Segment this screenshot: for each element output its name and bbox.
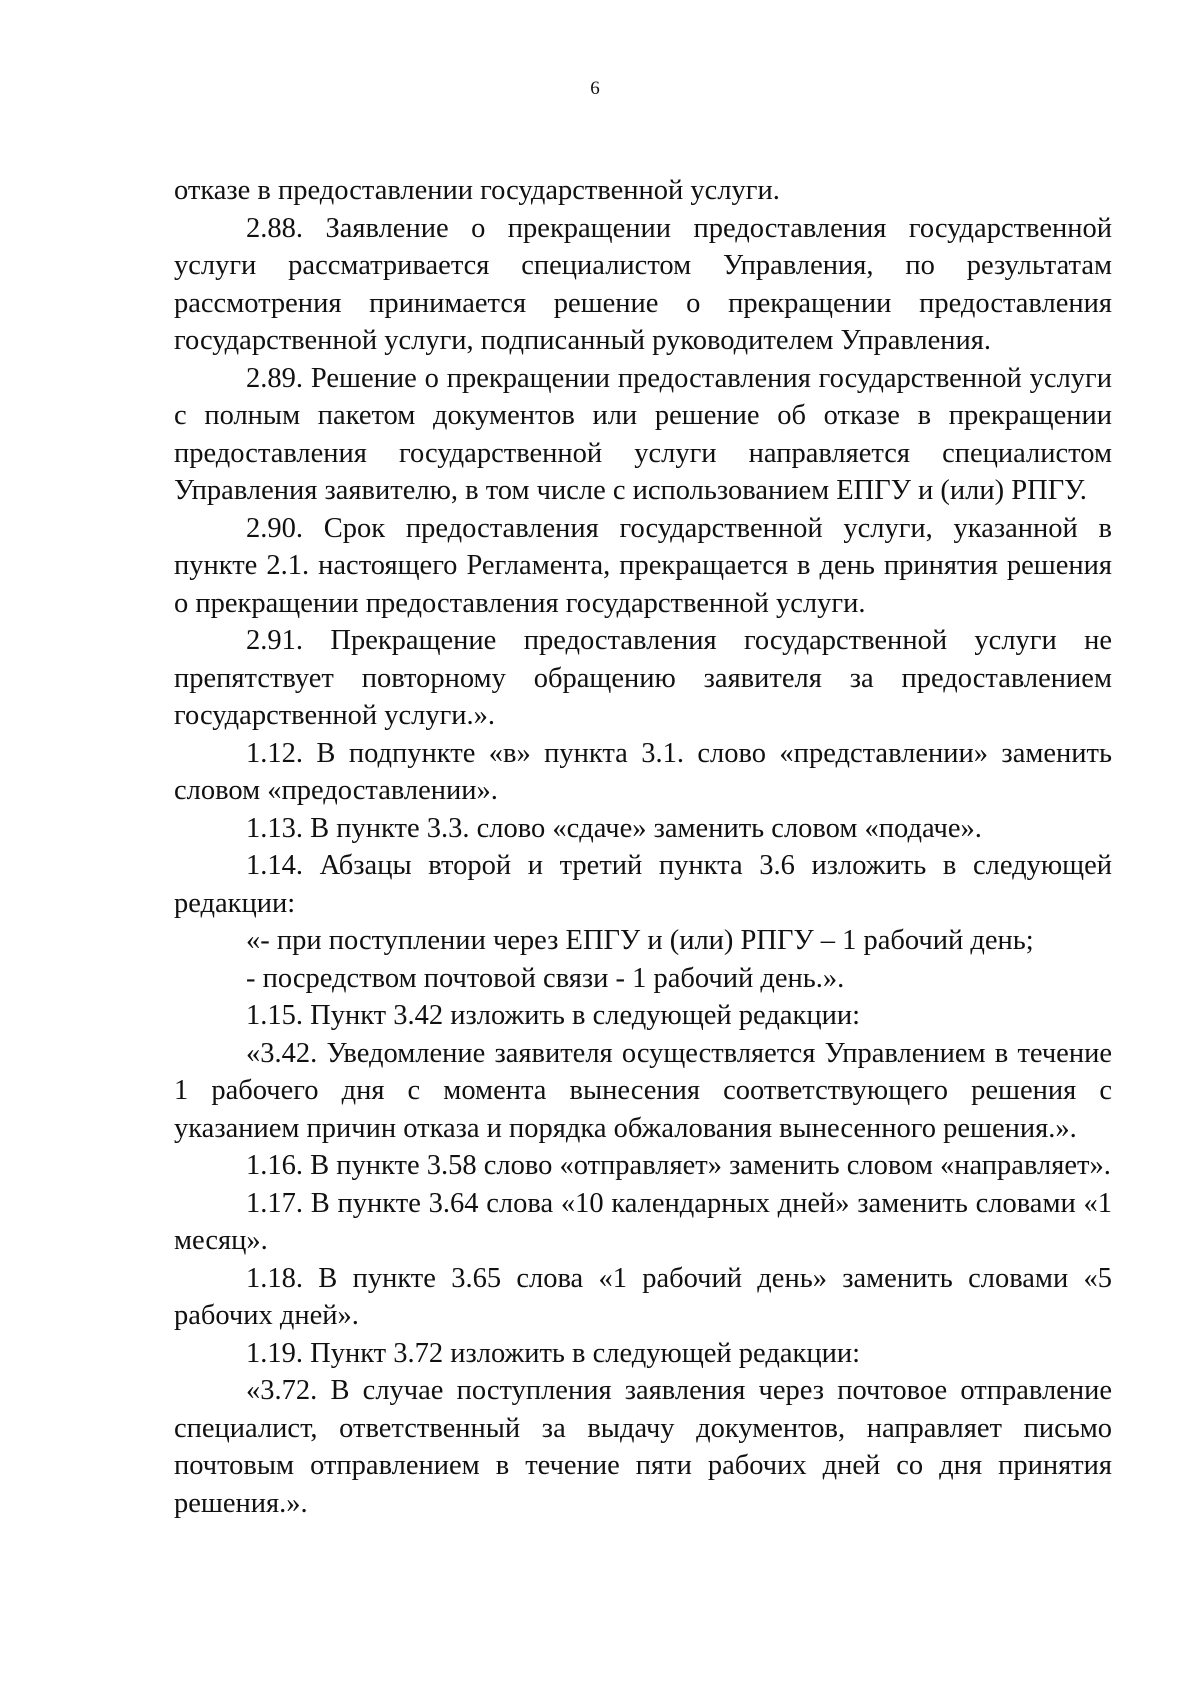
paragraph-1-14-item-1: «- при поступлении через ЕПГУ и (или) РПГУ – 1 рабочий день; <box>246 925 1034 956</box>
paragraph-2-88: 2.88. Заявление о прекращении предоставления государственной услуги рассматривается специалистом Управления, по результатам рассмотрения принимается решение о прекращении предоставления государственной услуги, подписанный руководителем Управления. <box>174 212 1112 356</box>
paragraph-3-72-quote: «3.72. В случае поступления заявления через почтовое отправление специалист, ответственный за выдачу документов, направляет письмо почтовым отправлением в течение пяти рабочих дней со дня принятия решения.». <box>174 1375 1112 1519</box>
paragraph-1-14: 1.14. Абзацы второй и третий пункта 3.6 изложить в следующей редакции: <box>174 850 1112 919</box>
paragraph-1-12: 1.12. В подпункте «в» пункта 3.1. слово «представлении» заменить словом «предоставлении». <box>174 737 1112 806</box>
page-number: 6 <box>590 78 600 99</box>
paragraph-1-14-item-2: - посредством почтовой связи - 1 рабочий день.». <box>246 962 845 994</box>
paragraph-2-90: 2.90. Срок предоставления государственной услуги, указанной в пункте 2.1. настоящего Регламента, прекращается в день принятия решения о прекращении предоставления государственной услуги. <box>174 512 1112 619</box>
paragraph-2-89: 2.89. Решение о прекращении предоставления государственной услуги с полным пакетом документов или решение об отказе в прекращении предоставления государственной услуги направляется специалистом Управления заявителю, в том числе с использованием ЕПГУ и (или) РПГУ. <box>174 362 1112 506</box>
paragraph-1-19: 1.19. Пункт 3.72 изложить в следующей редакции: <box>246 1337 860 1369</box>
paragraph-1-17: 1.17. В пункте 3.64 слова «10 календарных дней» заменить словами «1 месяц». <box>174 1187 1112 1256</box>
paragraph-1-16: 1.16. В пункте 3.58 слово «отправляет» заменить словом «направляет». <box>246 1150 1111 1181</box>
paragraph-1-15: 1.15. Пункт 3.42 изложить в следующей редакции: <box>246 1000 860 1031</box>
paragraph-1-18: 1.18. В пункте 3.65 слова «1 рабочий день» заменить словами «5 рабочих дней». <box>174 1262 1112 1331</box>
paragraph-1-13: 1.13. В пункте 3.3. слово «сдаче» заменить словом «подаче». <box>246 812 982 844</box>
paragraph-continuation: отказе в предоставлении государственной услуги. <box>174 175 780 206</box>
document-body <box>174 172 1112 1522</box>
paragraph-3-42-quote: «3.42. Уведомление заявителя осуществляется Управлением в течение 1 рабочего дня с момента вынесения соответствующего решения с указанием причин отказа и порядка обжалования вынесенного решения.». <box>174 1037 1112 1144</box>
paragraph-2-91: 2.91. Прекращение предоставления государственной услуги не препятствует повторному обращению заявителя за предоставлением государственной услуги.». <box>174 625 1112 731</box>
